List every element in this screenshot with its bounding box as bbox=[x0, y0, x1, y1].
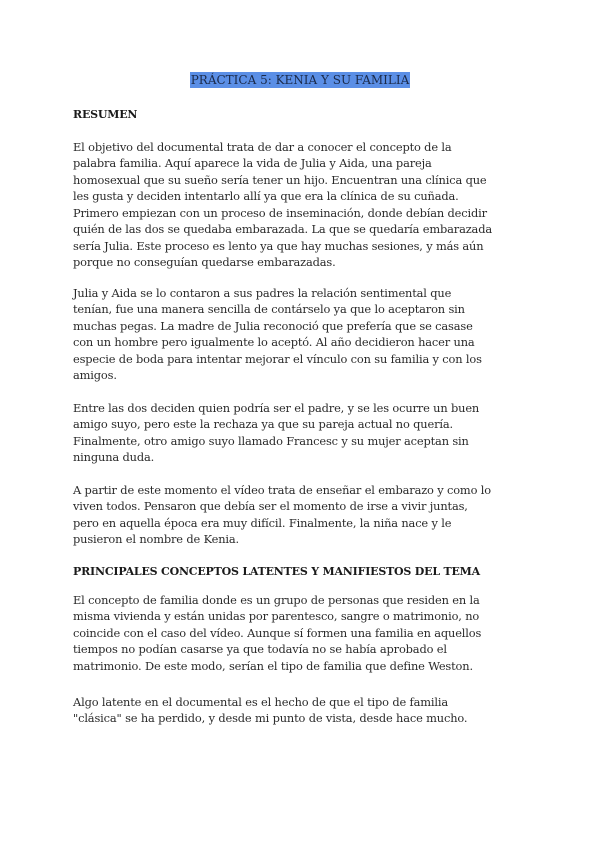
text-line: tenían, fue una manera sencilla de contárselo ya que lo aceptaron sin bbox=[73, 302, 465, 317]
text-line: Algo latente en el documental es el hecho de que el tipo de familia bbox=[73, 695, 448, 709]
text-line: coincide con el caso del vídeo. Aunque sí formen una familia en aquellos bbox=[73, 625, 482, 640]
paragraph-1 bbox=[73, 139, 492, 271]
text-line: pusieron el nombre de Kenia. bbox=[73, 532, 240, 547]
heading-conceptos: PRINCIPALES CONCEPTOS LATENTES Y MANIFIESTOS DEL TEMA bbox=[73, 565, 480, 578]
text-line: El objetivo del documental trata de dar a conocer el concepto de la bbox=[73, 140, 452, 154]
paragraph-5 bbox=[73, 592, 481, 674]
text-line: El concepto de familia donde es un grupo de personas que residen en la bbox=[73, 593, 480, 607]
heading-resumen: RESUMEN bbox=[73, 108, 138, 121]
text-line: palabra familia. Aquí aparece la vida de Julia y Aida, una pareja bbox=[73, 156, 432, 171]
text-line: pero en aquella época era muy difícil. Finalmente, la niña nace y le bbox=[73, 515, 452, 530]
text-line: muchas pegas. La madre de Julia reconoció que prefería que se casase bbox=[73, 318, 473, 333]
text-line: sería Julia. Este proceso es lento ya que hay muchas sesiones, y más aún bbox=[73, 238, 484, 253]
paragraph-2 bbox=[73, 285, 482, 384]
text-line: tiempos no podían casarse ya que todavía no se había aprobado el bbox=[73, 642, 447, 657]
text-line: Entre las dos deciden quien podría ser el padre, y se les ocurre un buen bbox=[73, 401, 480, 415]
text-line: les gusta y deciden intentarlo allí ya que era la clínica de su cuñada. bbox=[73, 189, 459, 204]
text-line: "clásica" se ha perdido, y desde mi punto de vista, desde hace mucho. bbox=[73, 711, 468, 726]
title-highlight: PRÁCTICA 5: KENIA Y SU FAMILIA bbox=[190, 73, 410, 87]
text-line: viven todos. Pensaron que debía ser el momento de irse a vivir juntas, bbox=[73, 499, 468, 514]
text-line: matrimonio. De este modo, serían el tipo de familia que define Weston. bbox=[73, 658, 473, 673]
text-line: especie de boda para intentar mejorar el vínculo con su familia y con los bbox=[73, 351, 482, 366]
paragraph-3 bbox=[73, 400, 479, 466]
text-line: con un hombre pero igualmente lo aceptó. Al año decidieron hacer una bbox=[73, 335, 475, 350]
text-line: Julia y Aida se lo contaron a sus padres la relación sentimental que bbox=[73, 286, 452, 300]
text-line: amigo suyo, pero este la rechaza ya que su pareja actual no quería. bbox=[73, 417, 453, 432]
text-line: homosexual que su sueño sería tener un hijo. Encuentran una clínica que bbox=[73, 172, 487, 187]
text-line: misma vivienda y están unidas por parentesco, sangre o matrimonio, no bbox=[73, 609, 480, 624]
text-line: Finalmente, otro amigo suyo llamado Francesc y su mujer aceptan sin bbox=[73, 433, 469, 448]
text-line: quién de las dos se quedaba embarazada. La que se quedaría embarazada bbox=[73, 222, 492, 237]
text-line: amigos. bbox=[73, 368, 117, 383]
text-line: porque no conseguían quedarse embarazadas. bbox=[73, 255, 336, 270]
paragraph-6 bbox=[73, 694, 467, 727]
text-line: Primero empiezan con un proceso de inseminación, donde debían decidir bbox=[73, 205, 487, 220]
text-line: ninguna duda. bbox=[73, 450, 155, 465]
paragraph-4 bbox=[73, 482, 491, 548]
text-line: A partir de este momento el vídeo trata de enseñar el embarazo y como lo bbox=[73, 483, 491, 497]
document-title bbox=[0, 71, 600, 89]
